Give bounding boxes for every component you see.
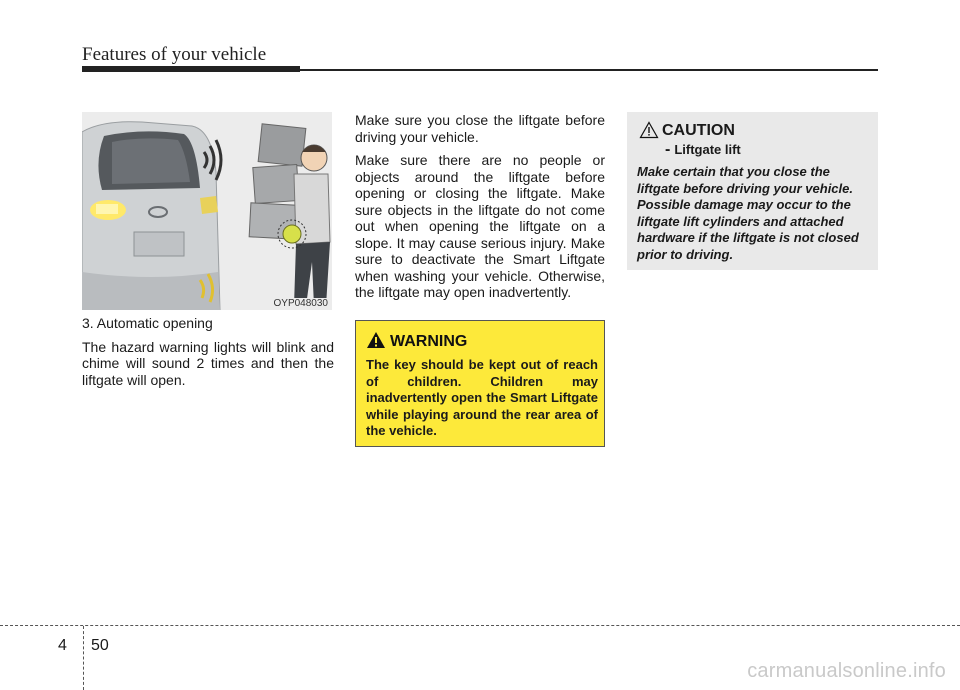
caution-box <box>627 112 878 270</box>
caution-text: Make certain that you close the liftgate before driving your vehicle. Possible damage may occur to the liftgate lift cylinders and attached hardware if the liftgate is not closed prior to driving. <box>637 164 859 262</box>
warning-box <box>355 320 605 447</box>
paragraph-safety: Make sure there are no people or objects around the liftgate before opening or closing the liftgate. Make sure objects in the liftgate do not come out when opening the liftgate on a slope. It may cause serious injury. Make sure to deactivate the Smart Liftgate when washing your vehicle. Otherwise, the liftgate may open inadvertently. <box>355 152 605 300</box>
image-code: OYP048030 <box>273 298 328 309</box>
warning-triangle-icon <box>366 331 386 349</box>
page-number: 50 <box>91 637 109 654</box>
step-heading: 3. Automatic opening <box>82 315 213 331</box>
caution-title: CAUTION <box>662 122 735 139</box>
caution-triangle-icon <box>639 121 659 139</box>
watermark: carmanualsonline.info <box>747 660 946 682</box>
caution-subtitle <box>665 141 741 159</box>
column-2-text <box>355 112 605 308</box>
caution-dash: - <box>665 141 671 158</box>
header-title: Features of your vehicle <box>82 44 267 65</box>
chapter-number: 4 <box>58 637 67 654</box>
warning-text: The key should be kept out of reach of children. Children may inadvertently open the Smart Liftgate while playing around the rear area of the vehicle. <box>366 357 598 438</box>
step-description: The hazard warning lights will blink and chime will sound 2 times and then the liftgate will open. <box>82 338 334 388</box>
header-bar <box>82 66 300 72</box>
illustration-smart-liftgate <box>82 112 332 310</box>
car-rear-illustration <box>82 112 332 310</box>
paragraph-close-liftgate: Make sure you close the liftgate before driving your vehicle. <box>355 112 605 145</box>
warning-title: WARNING <box>390 333 468 350</box>
caution-subtitle-text: Liftgate lift <box>674 142 741 157</box>
footer-rule <box>0 625 960 626</box>
column-1-text <box>82 315 334 395</box>
header-rule <box>300 69 878 71</box>
footer-divider <box>83 626 84 690</box>
